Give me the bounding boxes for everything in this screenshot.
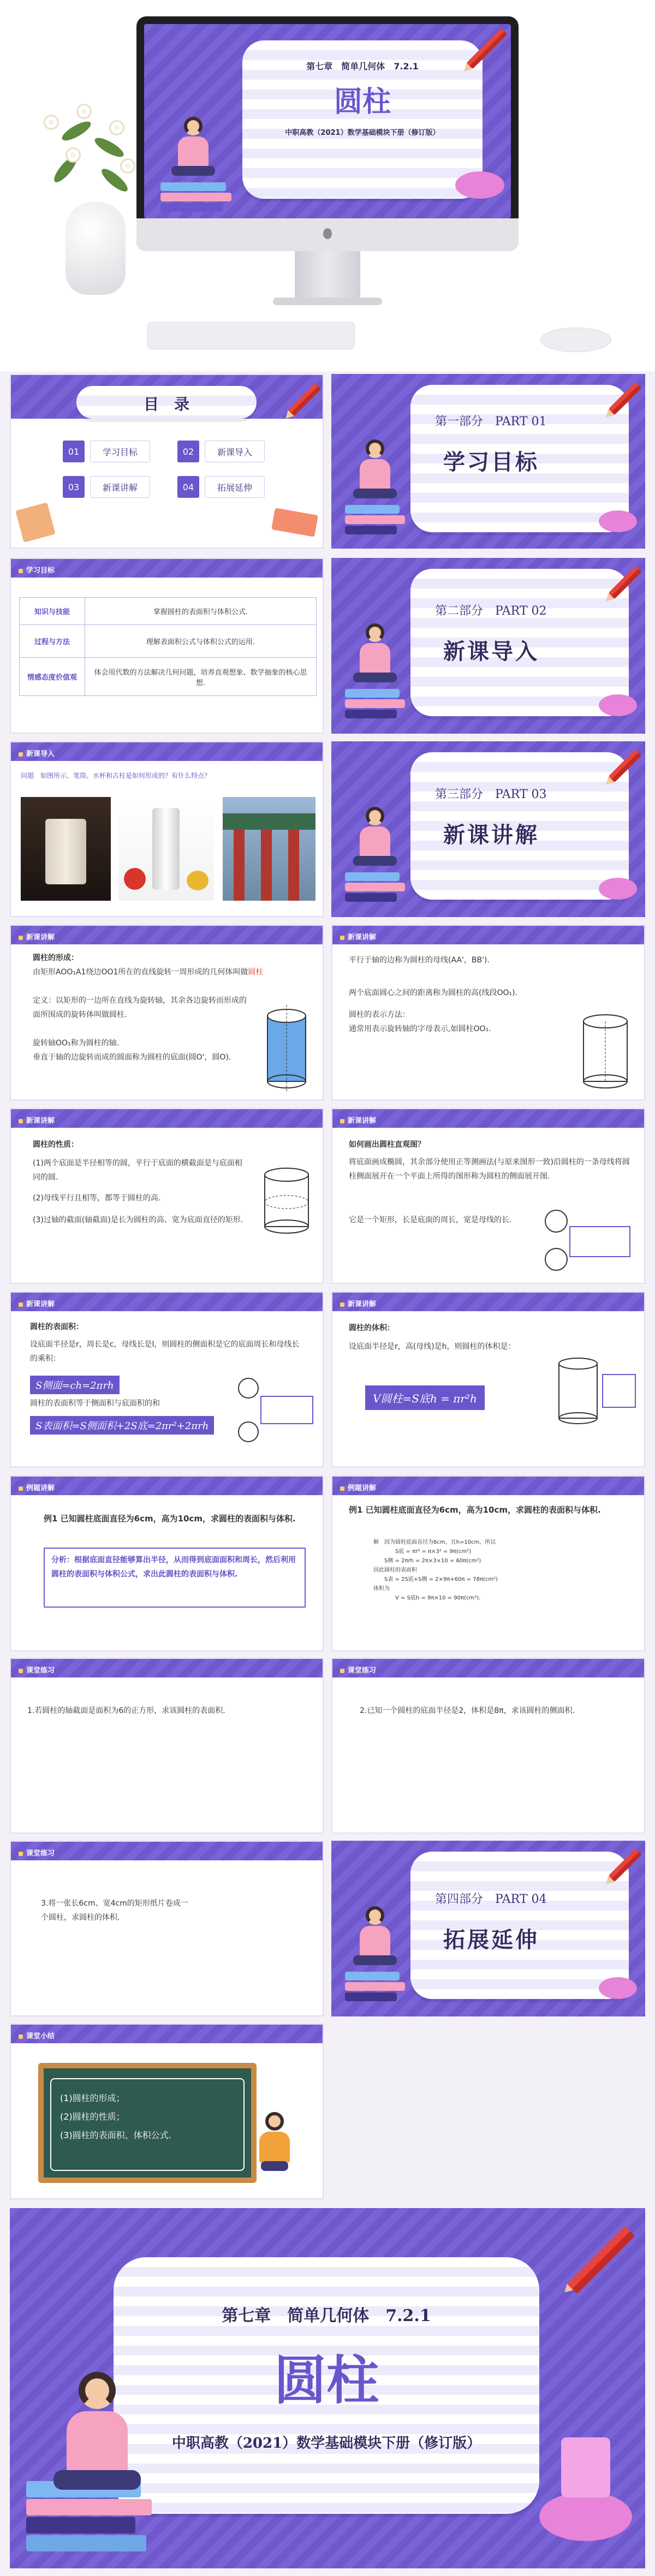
keyboard (147, 322, 355, 349)
monitor (136, 16, 519, 251)
surface-area-formula: S表面积=S侧面积+2S底=2πr²+2πrh (30, 1416, 214, 1435)
section-slide-3 (331, 741, 645, 917)
intro-question: 问题 如图所示，笔筒、水杯和古柱是如何形成的？有什么特点？ (21, 772, 211, 780)
ancient-columns-photo (223, 797, 315, 901)
slide-tag: 例题讲解 (340, 1482, 376, 1492)
volume-formula: V圆柱=S底h = πr²h (365, 1385, 485, 1410)
lesson3-item-3: (3)过轴的截面(轴截面)是长为圆柱的高、宽为底面直径的矩形. (33, 1216, 243, 1224)
lesson-slide-elements (331, 925, 645, 1100)
plant-decoration (27, 93, 153, 218)
lesson2-p3: 圆柱的表示方法： (349, 1010, 410, 1019)
section-part-1: 第一部分 PART 01 (435, 415, 547, 429)
books-icon (345, 872, 405, 903)
practice-slide-2 (331, 1658, 645, 1834)
books-icon (26, 2481, 152, 2553)
goals-slide (10, 558, 324, 734)
teacher-icon (259, 2112, 290, 2171)
toc-slide (10, 374, 324, 549)
slide-tag: 新课讲解 (340, 1298, 376, 1308)
example-slide-question (10, 1476, 324, 1651)
example1-analysis: 分析：根据底面直径能够算出半径，从而得到底面面积和周长，然后利用圆柱的表面积与体积公式，求出此圆柱的表面积与体积. (44, 1548, 306, 1608)
table-row: 知识与技能 掌握圆柱的表面积与体积公式. (20, 598, 317, 625)
books-icon (345, 689, 405, 720)
slide-tag: 新课导入 (19, 748, 55, 758)
table-row: 过程与方法 理解表面积公式与体积公式的运用. (20, 625, 317, 658)
toc-item-04[interactable]: 04 拓展延伸 (177, 476, 265, 498)
section-part-3: 第三部分 PART 03 (435, 788, 547, 801)
lesson3-heading: 圆柱的性质： (33, 1140, 79, 1149)
lesson1-definition: 定义：以矩形的一边所在直线为旋转轴，其余各边旋转而形成的面所围成的旋转体叫做圆柱. (33, 996, 247, 1019)
practice1-question: 1.若圆柱的轴截面是面积为6的正方形，求该圆柱的表面积. (27, 1706, 225, 1715)
lesson3-item-2: (2)母线平行且相等，都等于圆柱的高. (33, 1194, 161, 1203)
practice3-question: 3.将一张长6cm、宽4cm的矩形纸片卷成一个圆柱，求圆柱的体积. (41, 1899, 188, 1922)
books-icon (345, 505, 405, 536)
slide-tag: 课堂练习 (19, 1847, 55, 1858)
mouse (540, 328, 611, 352)
section-slide-1 (331, 374, 645, 549)
reading-girl-icon (171, 117, 215, 176)
lesson6-p1: 设底面半径是r，高(母线)是h，则圆柱的体积是： (349, 1342, 516, 1351)
section-name-1: 学习目标 (443, 449, 539, 475)
cover-chapter: 第七章 简单几何体 7.2.1 (306, 61, 419, 72)
example-slide-solution (331, 1476, 645, 1651)
notebook-icon (15, 502, 55, 542)
final-subtitle: 中职高教（2021）数学基础模块下册（修订版） (171, 2435, 481, 2452)
lesson2-p2: 两个底面圆心之间的距离称为圆柱的高(线段OO₁). (349, 989, 518, 997)
section-slide-2 (331, 558, 645, 734)
cylinder-net-diagram (235, 1375, 317, 1445)
toc-item-02[interactable]: 02 新课导入 (177, 441, 265, 462)
toc-item-01[interactable]: 01 学习目标 (63, 441, 150, 462)
slide-tag: 学习目标 (19, 564, 55, 575)
slide-tag: 例题讲解 (19, 1482, 55, 1492)
hero-mockup (0, 0, 655, 371)
reading-girl-icon (353, 439, 397, 498)
slide-tag: 课堂练习 (340, 1664, 376, 1675)
lesson3-item-1: (1)两个底面是半径相等的圆，平行于底面的横截面是与底面相同的圆. (33, 1159, 242, 1182)
pencil-icon (567, 2226, 635, 2294)
cylinder-diagram (257, 1002, 317, 1095)
reading-girl-icon (353, 1906, 397, 1965)
stationery-icon (271, 508, 318, 537)
table-row: 情感态度价值观 体会用代数的方法解决几何问题，培养直观想象、数学抽象的核心思想. (20, 658, 317, 696)
slide-tag: 新课讲解 (19, 1298, 55, 1308)
vase (66, 202, 126, 295)
slide-tag: 新课讲解 (340, 931, 376, 942)
slide-tag: 新课讲解 (19, 1115, 55, 1125)
summary-line-1: (1)圆柱的形成； (60, 2093, 125, 2103)
goals-table (19, 597, 317, 696)
lesson-slide-formation (10, 925, 324, 1100)
intro-slide (10, 741, 324, 917)
example2-solution: 解 因为圆柱底面直径为6cm，且h=10cm，所以 S底 = πr² = π×3² = 9π(cm²) S侧 = 2πrh = 2π×3×10 = 60π(cm²) 因此圆柱的表面积 S表 = 2S底+S侧 = 2×9π+60π = 78π(cm²) 体积为 V = S底h = 9π×10 = 90π(cm³). (373, 1539, 498, 1601)
lesson2-p1: 平行于轴的边称为圆柱的母线(AA'，BB'). (349, 956, 490, 965)
section-part-2: 第二部分 PART 02 (435, 604, 547, 618)
reading-girl-icon (353, 623, 397, 682)
practice2-question: 2.已知一个圆柱的底面半径是2，体积是8π，求该圆柱的侧面积. (360, 1706, 575, 1715)
lesson5-p1: 设底面半径是r，周长是c，母线长是l，则圆柱的侧面积是它的底面周长和母线长的乘积： (30, 1340, 300, 1363)
practice-slide-1 (10, 1658, 324, 1834)
cylinder-diagram (257, 1164, 317, 1240)
summary-slide (10, 2024, 324, 2199)
monitor-screen (144, 24, 511, 218)
slide-tag: 课堂练习 (19, 1664, 55, 1675)
books-icon (160, 182, 231, 213)
lesson5-heading: 圆柱的表面积： (30, 1323, 84, 1331)
reading-girl-icon (353, 807, 397, 866)
final-cover-slide (10, 2208, 645, 2568)
lesson1-p1: 由矩形AOO₁A1绕边OO1所在的直线旋转一周形成的几何体叫做圆柱 (33, 968, 264, 977)
water-bottle-photo (118, 797, 214, 901)
pen-holder-photo (21, 797, 111, 901)
lesson2-p4: 通常用表示旋转轴的字母表示,如圆柱OO₁. (349, 1025, 491, 1033)
cylinder-diagram (551, 1353, 638, 1435)
summary-line-2: (2)圆柱的性质； (60, 2111, 125, 2122)
example2-question: 例1 已知圆柱底面直径为6cm，高为10cm，求圆柱的表面积与体积. (349, 1505, 601, 1515)
section-name-4: 拓展延伸 (443, 1927, 539, 1953)
slide-tag: 新课讲解 (19, 931, 55, 942)
reading-girl-icon (53, 2372, 141, 2490)
lesson4-p1: 将底面画成椭圆，其余部分使用正等测画法(与原来图形一致)沿圆柱的一条母线将圆柱侧面展开在一个平面上所得的图形称为圆柱的侧面展开图. (349, 1158, 630, 1181)
lesson1-p2: 旋转轴OO₁称为圆柱的轴. (33, 1039, 120, 1048)
apple-logo-icon (323, 228, 332, 239)
lesson4-heading: 如何画出圆柱直观图？ (349, 1140, 425, 1149)
lesson1-heading: 圆柱的形成： (33, 954, 79, 962)
slide-tag: 课堂小结 (19, 2030, 55, 2040)
lesson5-p2: 圆柱的表面积等于侧面积与底面积的和 (30, 1399, 160, 1408)
books-icon (345, 1972, 405, 2003)
final-title: 圆柱 (274, 2349, 379, 2411)
practice-slide-3 (10, 1841, 324, 2016)
slide-tag: 新课讲解 (340, 1115, 376, 1125)
cover-title: 圆柱 (334, 85, 391, 118)
lesson-slide-surface-area (10, 1292, 324, 1467)
cylinder-net-diagram (540, 1207, 638, 1273)
section-part-4: 第四部分 PART 04 (435, 1893, 547, 1906)
final-chapter: 第七章 简单几何体 7.2.1 (222, 2306, 431, 2325)
lesson1-p3: 垂直于轴的边旋转而成的圆面称为圆柱的底面(圆O'，圆O). (33, 1053, 231, 1062)
cover-subtitle: 中职高教（2021）数学基础模块下册（修订版） (285, 129, 440, 137)
toc-title: 目 录 (143, 395, 189, 413)
section-slide-4 (331, 1841, 645, 2016)
example1-question: 例1 已知圆柱底面直径为6cm，高为10cm，求圆柱的表面积与体积. (44, 1514, 296, 1524)
lesson-slide-properties (10, 1108, 324, 1284)
section-name-3: 新课讲解 (443, 822, 539, 848)
toc-item-03[interactable]: 03 新课讲解 (63, 476, 150, 498)
pedestal-cup (561, 2437, 610, 2497)
lesson4-p2: 它是一个矩形，长是底面的周长，宽是母线的长. (349, 1216, 512, 1224)
cylinder-diagram (573, 1008, 638, 1095)
chalkboard (38, 2063, 257, 2183)
lesson-slide-drawing (331, 1108, 645, 1284)
lateral-area-formula: S侧面=ch=2πrh (30, 1376, 120, 1394)
summary-line-3: (3)圆柱的表面积、体积公式. (60, 2130, 171, 2140)
section-name-2: 新课导入 (443, 639, 539, 664)
lesson-slide-volume (331, 1292, 645, 1467)
lesson6-heading: 圆柱的体积： (349, 1324, 395, 1332)
pedestal (455, 171, 504, 199)
